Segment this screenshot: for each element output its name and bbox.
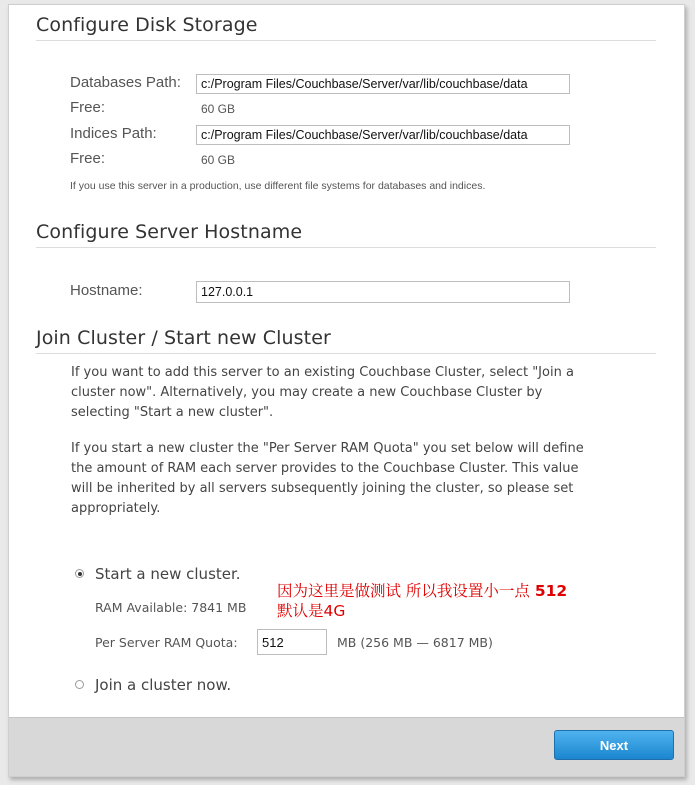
ram-quota-range: MB (256 MB — 6817 MB) bbox=[337, 635, 493, 650]
annotation-value-2: 4G bbox=[323, 602, 346, 620]
join-cluster-radio[interactable] bbox=[75, 680, 84, 689]
disk-storage-title: Configure Disk Storage bbox=[36, 14, 258, 36]
ram-available-text: RAM Available: 7841 MB bbox=[95, 600, 247, 615]
red-annotation bbox=[277, 581, 567, 621]
databases-free-label: Free: bbox=[70, 99, 106, 116]
ram-quota-input[interactable] bbox=[257, 629, 327, 655]
join-cluster-title: Join Cluster / Start new Cluster bbox=[36, 327, 331, 349]
databases-path-input[interactable] bbox=[196, 74, 570, 94]
hostname-input[interactable] bbox=[196, 281, 570, 303]
ram-quota-paragraph: If you start a new cluster the "Per Server RAM Quota" you set below will define the amount of RAM each server provides to the Couchbase Cluster. This value will be inherited by all servers subsequently joining the cluster, so please set appropriately. bbox=[71, 441, 584, 516]
annotation-text-2: 默认是 bbox=[277, 602, 324, 620]
start-new-cluster-radio[interactable] bbox=[75, 569, 84, 578]
join-cluster-label[interactable]: Join a cluster now. bbox=[95, 676, 232, 694]
annotation-text-1: 因为这里是做测试 所以我设置小一点 bbox=[277, 582, 535, 600]
indices-path-input[interactable] bbox=[196, 125, 570, 145]
server-hostname-title: Configure Server Hostname bbox=[36, 221, 303, 243]
disk-storage-note: If you use this server in a production, use different file systems for databases and indices. bbox=[70, 180, 486, 192]
section-divider bbox=[36, 40, 656, 41]
next-button[interactable]: Next bbox=[554, 730, 674, 760]
section-divider bbox=[36, 247, 656, 248]
setup-wizard-panel bbox=[8, 4, 685, 777]
hostname-label: Hostname: bbox=[70, 282, 143, 299]
ram-quota-label: Per Server RAM Quota: bbox=[95, 635, 238, 650]
cluster-intro-paragraph: If you want to add this server to an existing Couchbase Cluster, select "Join a cluster now". Alternatively, you may create a new Couchbase Cluster by selecting "Start a new cluster". bbox=[71, 365, 574, 420]
indices-free-label: Free: bbox=[70, 150, 106, 167]
databases-path-label: Databases Path: bbox=[70, 74, 181, 91]
wizard-footer bbox=[9, 717, 684, 776]
indices-free-value: 60 GB bbox=[201, 153, 236, 167]
indices-path-label: Indices Path: bbox=[70, 125, 157, 142]
annotation-line-1 bbox=[277, 581, 567, 601]
section-divider bbox=[36, 353, 656, 354]
annotation-value-1: 512 bbox=[534, 582, 568, 600]
start-new-cluster-label[interactable]: Start a new cluster. bbox=[95, 565, 241, 583]
annotation-line-2 bbox=[277, 601, 567, 621]
databases-free-value: 60 GB bbox=[201, 102, 236, 116]
